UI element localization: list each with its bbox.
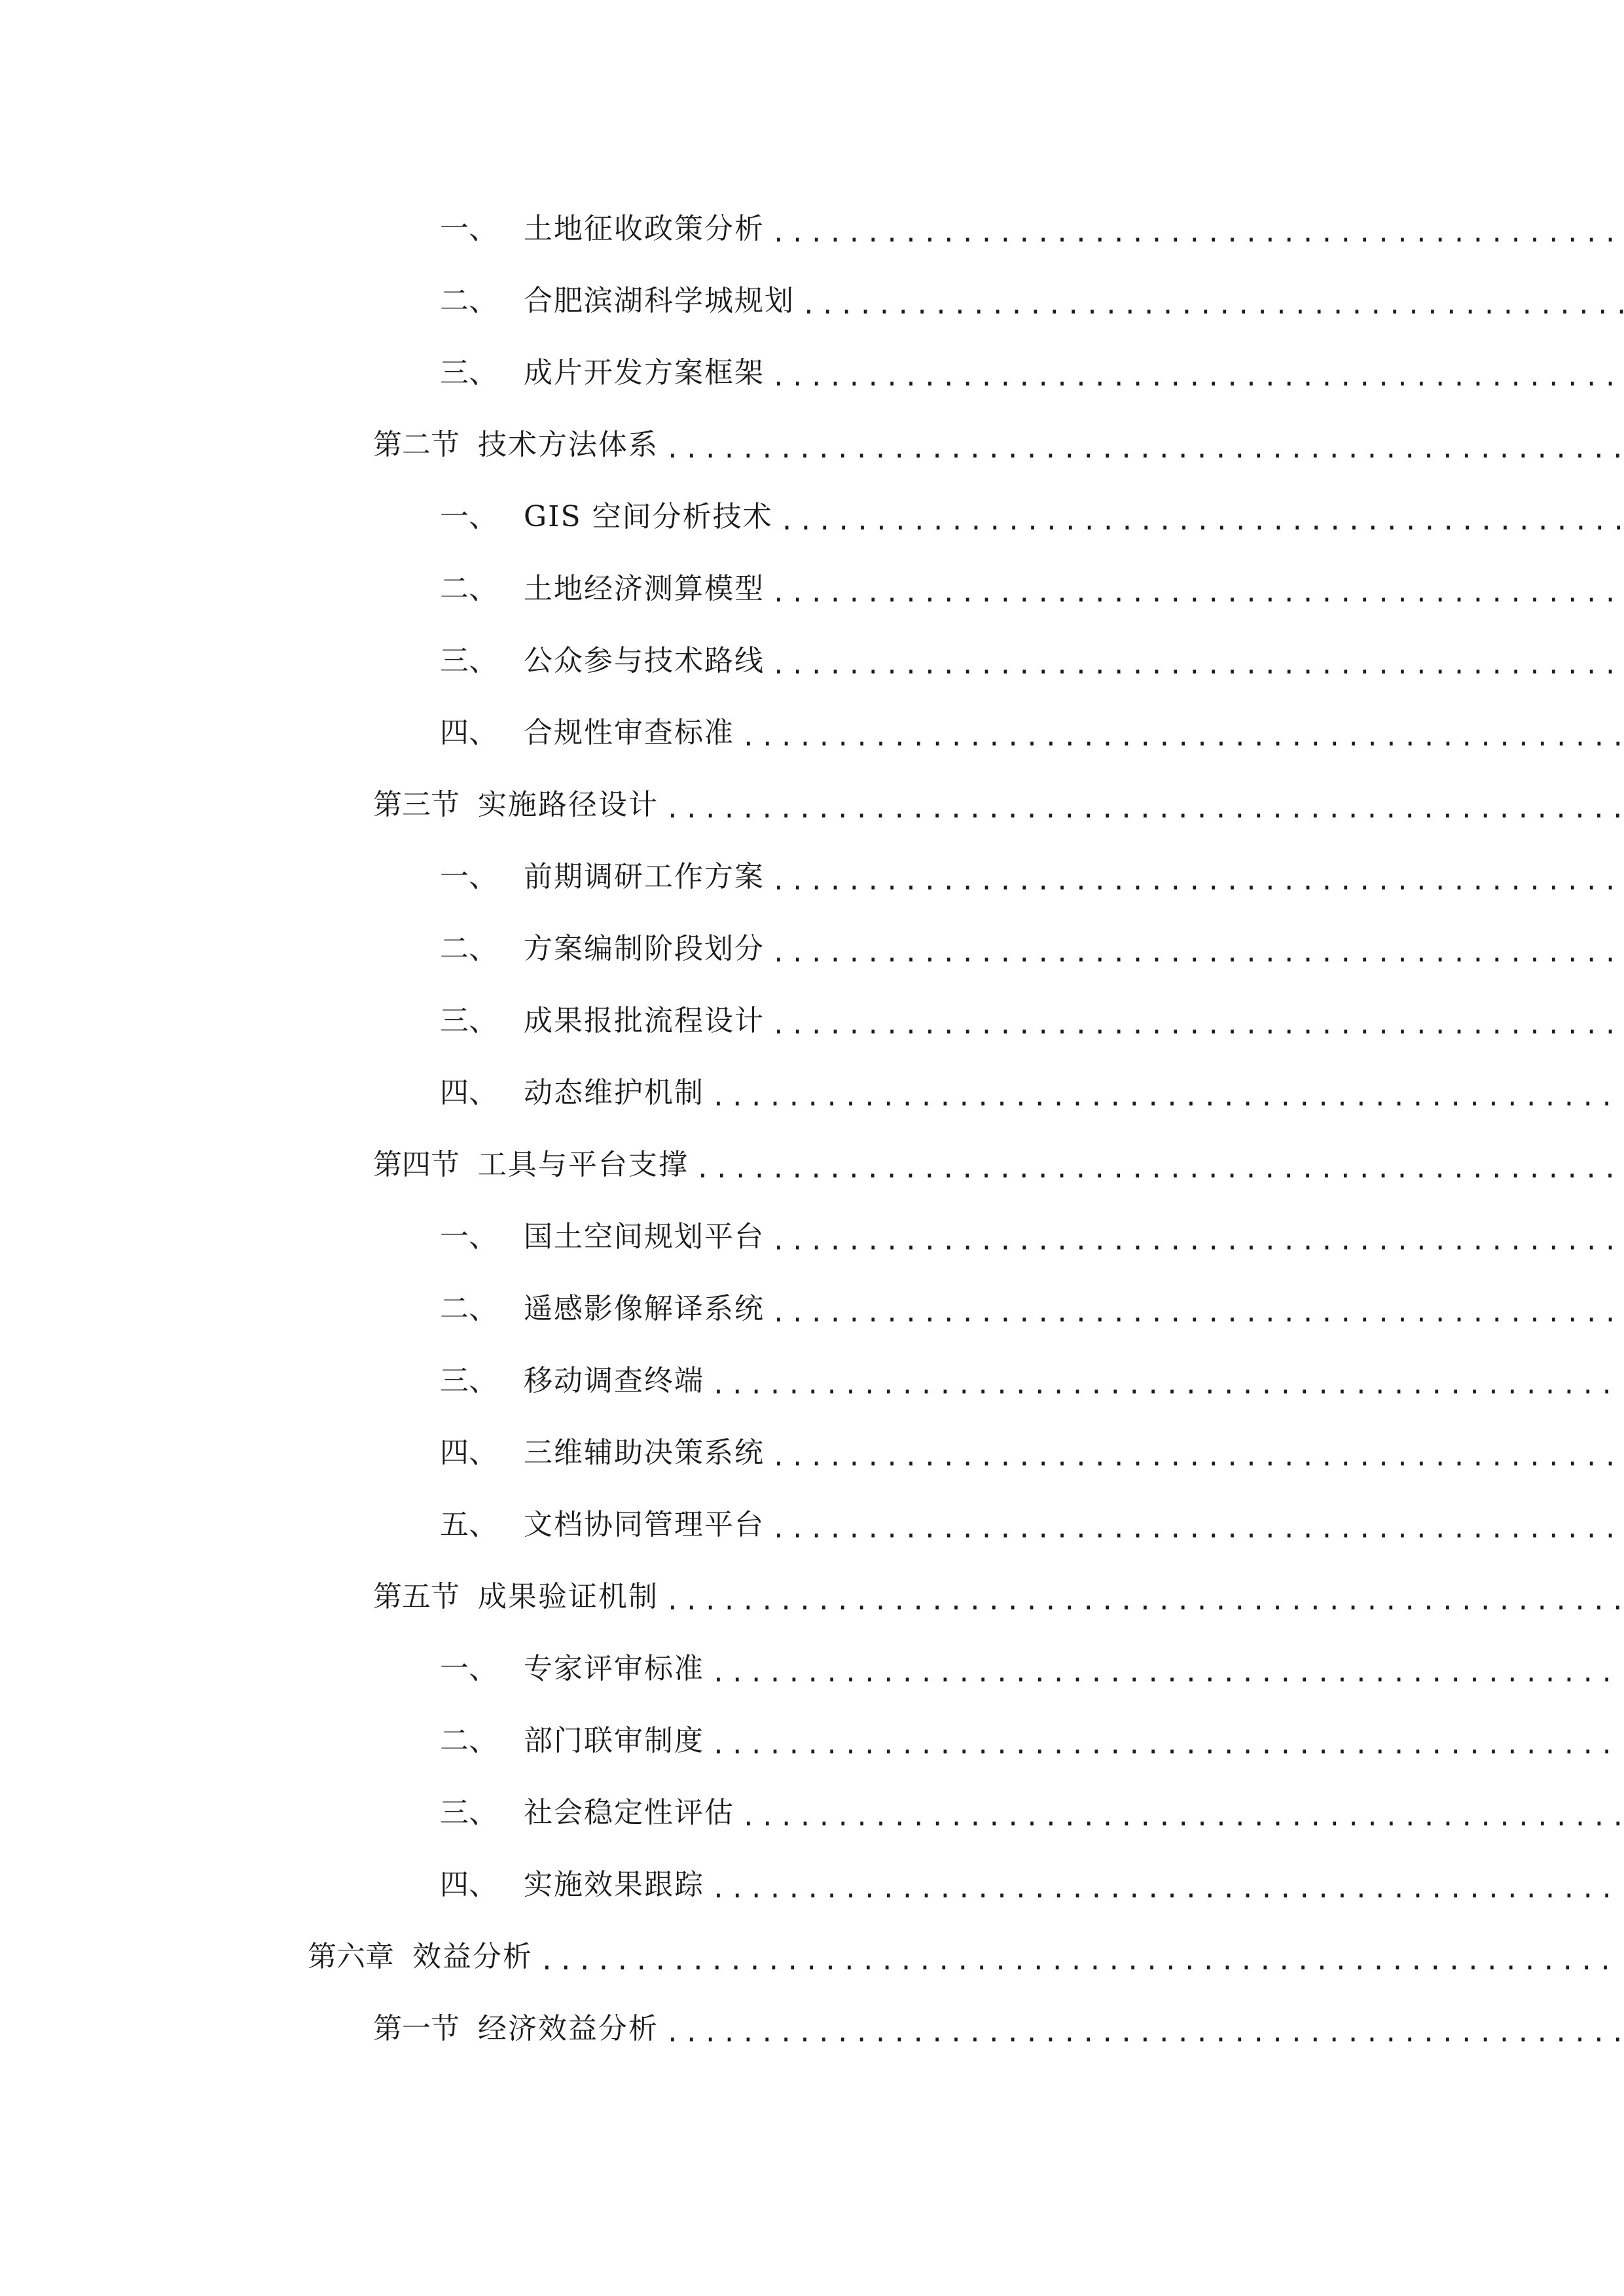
toc-entry-number: 四、 [440,1868,497,1901]
toc-entry-title: 合肥滨湖科学城规划 [524,284,795,317]
toc-entry-title: 成果报批流程设计 [524,1004,765,1037]
toc-entry[interactable] [0,635,1624,687]
toc-entry[interactable] [0,707,1624,759]
toc-entry-title: 遥感影像解译系统 [524,1292,765,1325]
toc-entry-number: 一、 [440,500,497,533]
toc-entry-number: 三、 [440,1364,497,1397]
toc-entry-title: 社会稳定性评估 [524,1796,734,1829]
toc-entry-title: 国土空间规划平台 [524,1220,765,1253]
toc-entry-title: 前期调研工作方案 [524,860,765,893]
toc-entry-number: 三、 [440,1796,497,1829]
toc-entry[interactable] [0,1139,1624,1191]
toc-entry[interactable] [0,1211,1624,1263]
toc-entry-number: 二、 [440,1724,497,1757]
toc-dot-leader [771,1431,1624,1483]
toc-dot-leader [801,279,1624,331]
toc-entry[interactable] [0,419,1624,471]
toc-entry-title: 土地经济测算模型 [524,572,765,605]
toc-dot-leader [771,1215,1624,1267]
toc-entry[interactable] [0,851,1624,903]
toc-entry-number: 四、 [440,716,497,749]
toc-entry-title: 技术方法体系 [478,428,659,461]
toc-entry[interactable] [0,1427,1624,1479]
toc-entry[interactable] [0,1571,1624,1623]
toc-entry-title: 专家评审标准 [524,1652,704,1685]
toc-entry-number: 二、 [440,284,497,317]
toc-entry[interactable] [0,1283,1624,1335]
toc-entry[interactable] [0,1859,1624,1911]
toc-entry[interactable] [0,563,1624,615]
toc-entry[interactable] [0,779,1624,831]
toc-entry[interactable] [0,203,1624,255]
toc-entry[interactable] [0,2003,1624,2055]
toc-entry-number: 五、 [440,1508,497,1541]
toc-entry-title: 工具与平台支撑 [478,1148,689,1181]
toc-dot-leader [771,351,1624,403]
toc-dot-leader [741,1791,1624,1843]
toc-dot-leader [711,1647,1624,1699]
toc-entry[interactable] [0,1931,1624,1983]
toc-entry-title: 移动调查终端 [524,1364,704,1397]
toc-dot-leader [741,711,1624,763]
toc-dot-leader [771,1503,1624,1555]
toc-entry-number: 三、 [440,356,497,389]
toc-entry[interactable] [0,1715,1624,1767]
toc-entry[interactable] [0,491,1624,543]
toc-entry-title: 成片开发方案框架 [524,356,765,389]
toc-entry-title: 成果验证机制 [478,1580,659,1613]
toc-entry[interactable] [0,923,1624,975]
toc-entry-title: 效益分析 [412,1940,533,1973]
toc-entry-number: 一、 [440,212,497,245]
toc-dot-leader [539,1935,1615,1987]
toc-entry-number: 二、 [440,1292,497,1325]
toc-entry-number: 第三节 [373,788,460,821]
toc-entry-number: 二、 [440,572,497,605]
toc-dot-leader [771,567,1624,619]
toc-entry-number: 第一节 [373,2012,460,2045]
toc-dot-leader [711,1719,1624,1771]
toc-entry[interactable] [0,275,1624,327]
toc-entry-number: 第二节 [373,428,460,461]
toc-dot-leader [771,927,1624,979]
toc-entry-title: 实施效果跟踪 [524,1868,704,1901]
toc-dot-leader [665,2007,1624,2059]
toc-entry-number: 一、 [440,860,497,893]
toc-entry[interactable] [0,347,1624,399]
toc-dot-leader [771,999,1624,1051]
toc-dot-leader [780,495,1624,547]
toc-dot-leader [711,1863,1624,1915]
toc-dot-leader [665,1575,1624,1627]
toc-entry-number: 四、 [440,1076,497,1109]
toc-dot-leader [771,855,1624,907]
toc-entry-title: 文档协同管理平台 [524,1508,765,1541]
toc-entry-number: 第四节 [373,1148,460,1181]
toc-entry[interactable] [0,1355,1624,1407]
toc-entry-number: 第五节 [373,1580,460,1613]
toc-dot-leader [695,1143,1624,1195]
toc-entry-number: 第六章 [308,1940,394,1973]
toc-dot-leader [771,207,1624,259]
toc-entry-title: 实施路径设计 [478,788,659,821]
toc-entry[interactable] [0,1787,1624,1839]
toc-entry[interactable] [0,1499,1624,1551]
toc-dot-leader [665,783,1624,835]
toc-entry-number: 二、 [440,932,497,965]
toc-dot-leader [711,1071,1624,1123]
toc-entry-title: 经济效益分析 [478,2012,659,2045]
toc-entry-number: 一、 [440,1220,497,1253]
toc-entry-number: 三、 [440,1004,497,1037]
toc-entry-number: 四、 [440,1436,497,1469]
toc-entry-title: 公众参与技术路线 [524,644,765,677]
toc-entry-title: 部门联审制度 [524,1724,704,1757]
toc-entry[interactable] [0,1643,1624,1695]
toc-entry[interactable] [0,1067,1624,1119]
toc-entry-title: 土地征收政策分析 [524,212,765,245]
toc-entry-number: 一、 [440,1652,497,1685]
toc-dot-leader [771,1287,1624,1339]
toc-entry-title: 合规性审查标准 [524,716,734,749]
toc-entry-title: 动态维护机制 [524,1076,704,1109]
toc-entry-title: 方案编制阶段划分 [524,932,765,965]
toc-dot-leader [665,423,1624,475]
toc-dot-leader [771,639,1624,691]
toc-entry[interactable] [0,995,1624,1047]
toc-entry-title: 三维辅助决策系统 [524,1436,765,1469]
toc-entry-number: 三、 [440,644,497,677]
toc-entry-title: GIS 空间分析技术 [524,500,773,533]
toc-dot-leader [711,1359,1624,1411]
